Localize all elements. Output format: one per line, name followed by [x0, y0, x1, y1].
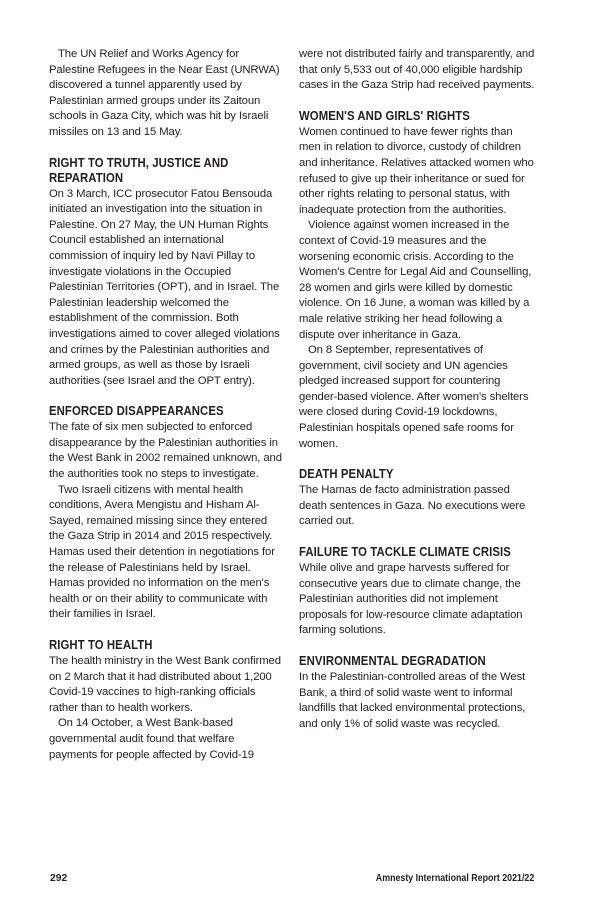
health-paragraph-1: The health ministry in the West Bank confirmed on 2 March that it had distributed about 1,200 Covid-19 vaccines to high-ranking officials rather than to health workers. — [49, 655, 281, 714]
heading-enforced-disappearances: ENFORCED DISAPPEARANCES — [49, 403, 224, 419]
climate-paragraph: While olive and grape harvests suffered for consecutive years due to climate change, the Palestinian authorities did not implement proposals for low-resource climate adaptation farming solutions. — [299, 562, 523, 637]
death-penalty-paragraph: The Hamas de facto administration passed death sentences in Gaza. No executions were carried out. — [299, 484, 526, 528]
disappearances-paragraph-2: Two Israeli citizens with mental health conditions, Avera Mengistu and Hisham Al-Sayed, remained missing since they entered the Gaza Strip in 2014 and 2015 respectively. Hamas used their detention in negotiations for the release of Palestinians held by Israel. Hamas provided no information on the men's health or on their ability to communicate with their families in Israel. — [49, 483, 275, 621]
heading-death-penalty: DEATH PENALTY — [299, 466, 394, 482]
women-paragraph-1: Women continued to have fewer rights than men in relation to divorce, custody of children and inheritance. Relatives attacked women who refused to give up their inheritance or sued for other rights relating to personal status, with inadequate protection from the authorities. — [299, 125, 534, 216]
heading-right-to-health: RIGHT TO HEALTH — [49, 637, 153, 652]
left-column — [49, 47, 285, 763]
health-paragraph-2: On 14 October, a West Bank-based governmental audit found that welfare payments for people affected by Covid-19 — [49, 717, 254, 761]
women-paragraph-3: On 8 September, representatives of government, civil society and UN agencies pledged increased support for countering gender-based violence. After women's shelters were closed during Covid-19 lockdowns, Palestinian hospitals opened safe rooms for women. — [299, 344, 529, 450]
right-column — [299, 47, 535, 732]
disappearances-paragraph-1: The fate of six men subjected to enforced disappearance by the Palestinian authorities in the West Bank in 2002 remained unknown, and the authorities took no steps to investigate. — [49, 421, 282, 481]
heading-truth-justice: RIGHT TO TRUTH, JUSTICE AND REPARATION — [49, 154, 229, 185]
intro-paragraph: The UN Relief and Works Agency for Palestine Refugees in the Near East (UNRWA) discovered a tunnel apparently used by Palestinian armed groups under its Zaitoun schools in Gaza City, which was hit by Israeli missiles on 13 and 15 May. — [49, 48, 280, 138]
heading-womens-rights: WOMEN'S AND GIRLS' RIGHTS — [299, 107, 470, 123]
report-title: Amnesty International Report 2021/22 — [375, 873, 534, 884]
continuation-paragraph: were not distributed fairly and transparently, and that only 5,533 out of 40,000 eligible hardship cases in the Gaza Strip had received payments. — [299, 48, 535, 92]
heading-environmental-degradation: ENVIRONMENTAL DEGRADATION — [299, 653, 486, 668]
page-number: 292 — [50, 873, 68, 884]
truth-justice-paragraph-1: On 3 March, ICC prosecutor Fatou Bensouda initiated an investigation into the situation in Palestine. On 27 May, the UN Human Rights Council established an international commission of inquiry led by Navi Pillay to investigate violations in the Occupied Palestinian Territories (OPT), and in Israel. The Palestinian leadership welcomed the establishment of the commission. Both investigations aimed to cover alleged violations and crimes by the Palestinian authorities and armed groups, as well as those by Israeli authorities (see Israel and the OPT entry). — [49, 187, 280, 387]
women-paragraph-2: Violence against women increased in the context of Covid-19 measures and the worsening economic crisis. According to the Women's Centre for Legal Aid and Counselling, 28 women and girls were killed by domestic violence. On 16 June, a woman was killed by a male relative striking her head following a dispute over inheritance in Gaza. — [299, 219, 532, 341]
environment-paragraph: In the Palestinian-controlled areas of the West Bank, a third of solid waste went to informal landfills that lacked environmental protections, and only 1% of solid waste was recycled. — [299, 671, 526, 730]
heading-climate-crisis: FAILURE TO TACKLE CLIMATE CRISIS — [299, 544, 511, 560]
